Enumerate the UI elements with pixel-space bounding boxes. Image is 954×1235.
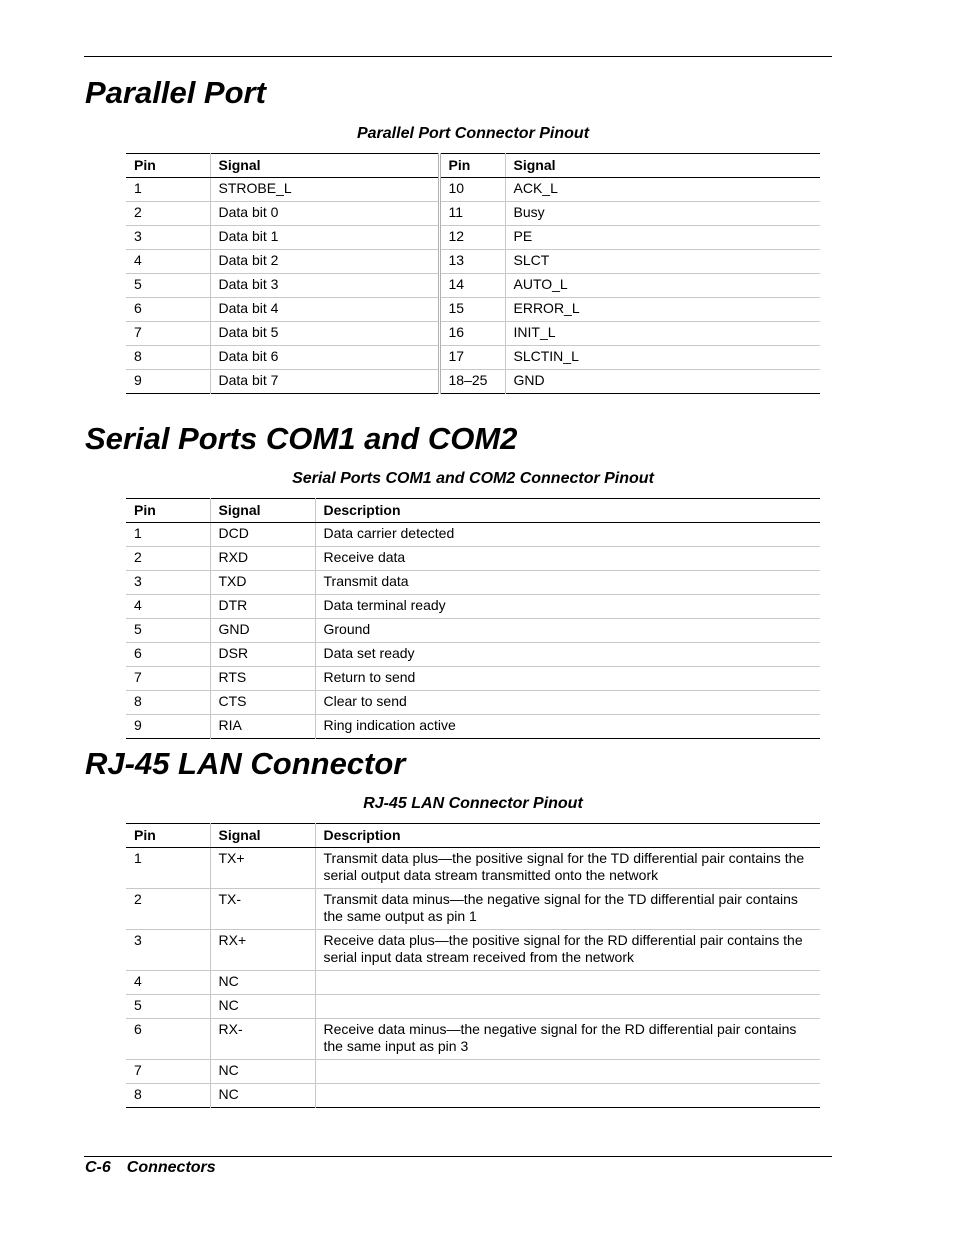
table-row (126, 1060, 820, 1084)
rj45-lan-heading: RJ-45 LAN Connector (85, 746, 406, 781)
table-row (126, 298, 820, 322)
column-header: Pin (126, 824, 210, 848)
table-cell: Transmit data plus—the positive signal for the TD differential pair contains the serial output data stream transmitted onto the network (315, 848, 820, 889)
column-header: Description (315, 499, 820, 523)
serial-ports-heading: Serial Ports COM1 and COM2 (85, 421, 518, 456)
table-cell: 18–25 (439, 370, 505, 394)
top-rule (84, 56, 832, 57)
table-cell: Ground (315, 619, 820, 643)
table-row (126, 848, 820, 889)
table-cell: 1 (126, 178, 210, 202)
table-row (126, 202, 820, 226)
table-cell: NC (210, 971, 315, 995)
table-cell (315, 1084, 820, 1108)
table-row (126, 691, 820, 715)
table-cell: ACK_L (505, 178, 820, 202)
table-row (126, 1084, 820, 1108)
table-cell: 2 (126, 202, 210, 226)
table-cell: 13 (439, 250, 505, 274)
table-cell: Clear to send (315, 691, 820, 715)
column-header: Signal (210, 499, 315, 523)
table-cell: 4 (126, 250, 210, 274)
table-row (126, 571, 820, 595)
table-cell: AUTO_L (505, 274, 820, 298)
table-cell: 7 (126, 1060, 210, 1084)
table-cell: Transmit data minus—the negative signal for the TD differential pair contains the same output as pin 1 (315, 889, 820, 930)
table-cell: 16 (439, 322, 505, 346)
table-row (126, 619, 820, 643)
table-cell: STROBE_L (210, 178, 439, 202)
table-cell: 9 (134, 717, 142, 733)
table-cell: 12 (439, 226, 505, 250)
table-cell: 4 (126, 595, 210, 619)
table-cell: Transmit data (315, 571, 820, 595)
table-cell: Receive data (315, 547, 820, 571)
table-row (126, 250, 820, 274)
table-cell: TX- (210, 889, 315, 930)
table-row (126, 370, 820, 394)
table-row (126, 523, 820, 547)
table-cell: 3 (126, 571, 210, 595)
table-cell: Receive data plus—the positive signal for the RD differential pair contains the serial input data stream received from the network (315, 930, 820, 971)
table-cell: 3 (126, 930, 210, 971)
table-cell: NC (210, 1084, 315, 1108)
table-row (126, 971, 820, 995)
column-header: Pin (126, 154, 210, 178)
table-row (126, 547, 820, 571)
page-number: C-6 (85, 1159, 111, 1176)
column-header: Signal (210, 824, 315, 848)
table-row (126, 274, 820, 298)
table-cell: Data terminal ready (315, 595, 820, 619)
table-row (126, 178, 820, 202)
table-cell: 9 (134, 372, 142, 388)
column-header: Signal (210, 154, 439, 178)
table-header-row (126, 824, 820, 848)
table-cell: TXD (210, 571, 315, 595)
table-cell: 15 (439, 298, 505, 322)
table-row (126, 322, 820, 346)
table-row (126, 889, 820, 930)
table-cell: RXD (210, 547, 315, 571)
table-cell: 6 (126, 1019, 210, 1060)
table-cell: RX+ (210, 930, 315, 971)
parallel-port-heading: Parallel Port (85, 75, 266, 110)
table-header-row (126, 154, 820, 178)
table-cell: TX+ (210, 848, 315, 889)
table-cell: 7 (126, 322, 210, 346)
parallel-port-caption: Parallel Port Connector Pinout (356, 125, 590, 142)
table-cell: Data carrier detected (315, 523, 820, 547)
column-header: Pin (126, 499, 210, 523)
column-header: Pin (439, 154, 505, 178)
table-row (126, 226, 820, 250)
table-cell: 4 (126, 971, 210, 995)
table-cell: Data bit 2 (210, 250, 439, 274)
table-cell: ERROR_L (505, 298, 820, 322)
table-cell: Return to send (315, 667, 820, 691)
table-cell: 1 (126, 848, 210, 889)
table-cell: 5 (126, 995, 210, 1019)
table-cell: DSR (210, 643, 315, 667)
table-cell: 8 (126, 346, 210, 370)
table-cell: GND (505, 370, 820, 394)
table-cell: Data bit 7 (210, 370, 439, 394)
table-cell: 6 (126, 298, 210, 322)
serial-ports-table (126, 498, 820, 739)
table-cell: NC (210, 1060, 315, 1084)
table-row (126, 667, 820, 691)
table-row (126, 643, 820, 667)
table-cell: DCD (210, 523, 315, 547)
table-cell: 5 (126, 619, 210, 643)
table-cell (315, 1060, 820, 1084)
table-cell (315, 995, 820, 1019)
table-cell: Data bit 3 (210, 274, 439, 298)
table-cell: Data set ready (315, 643, 820, 667)
table-cell: RX- (210, 1019, 315, 1060)
column-header: Description (315, 824, 820, 848)
column-header: Signal (505, 154, 820, 178)
table-cell: 6 (126, 643, 210, 667)
table-cell: 14 (439, 274, 505, 298)
table-cell: 8 (126, 691, 210, 715)
table-cell: 7 (126, 667, 210, 691)
table-cell: INIT_L (505, 322, 820, 346)
table-cell: 11 (439, 202, 505, 226)
table-cell: NC (210, 995, 315, 1019)
table-cell: 8 (134, 1086, 142, 1102)
table-cell: Busy (505, 202, 820, 226)
rj45-lan-caption: RJ-45 LAN Connector Pinout (363, 795, 583, 812)
table-cell: DTR (210, 595, 315, 619)
table-cell: Ring indication active (315, 715, 820, 739)
table-cell: CTS (210, 691, 315, 715)
table-cell: PE (505, 226, 820, 250)
table-cell: 5 (126, 274, 210, 298)
table-cell: 3 (126, 226, 210, 250)
table-cell: SLCTIN_L (505, 346, 820, 370)
table-row (126, 930, 820, 971)
table-cell: Data bit 1 (210, 226, 439, 250)
table-cell: Receive data minus—the negative signal for the RD differential pair contains the same input as pin 3 (315, 1019, 820, 1060)
serial-ports-caption: Serial Ports COM1 and COM2 Connector Pinout (292, 470, 654, 487)
table-cell: 10 (439, 178, 505, 202)
table-cell: Data bit 4 (210, 298, 439, 322)
table-cell: GND (210, 619, 315, 643)
parallel-port-table (126, 153, 820, 394)
page-footer (85, 1158, 216, 1178)
table-header-row (126, 499, 820, 523)
table-cell: 1 (126, 523, 210, 547)
table-cell: RIA (210, 715, 315, 739)
table-row (126, 715, 820, 739)
section-name: Connectors (126, 1159, 216, 1176)
table-cell: Data bit 5 (210, 322, 439, 346)
table-cell: Data bit 6 (210, 346, 439, 370)
rj45-lan-table (126, 823, 820, 1108)
table-row (126, 595, 820, 619)
table-cell: RTS (210, 667, 315, 691)
table-cell: 2 (126, 889, 210, 930)
table-row (126, 1019, 820, 1060)
table-cell: 2 (126, 547, 210, 571)
table-cell: 17 (439, 346, 505, 370)
table-cell: Data bit 0 (210, 202, 439, 226)
table-row (126, 346, 820, 370)
table-cell: SLCT (505, 250, 820, 274)
table-cell (315, 971, 820, 995)
footer-rule (84, 1156, 832, 1157)
table-row (126, 995, 820, 1019)
